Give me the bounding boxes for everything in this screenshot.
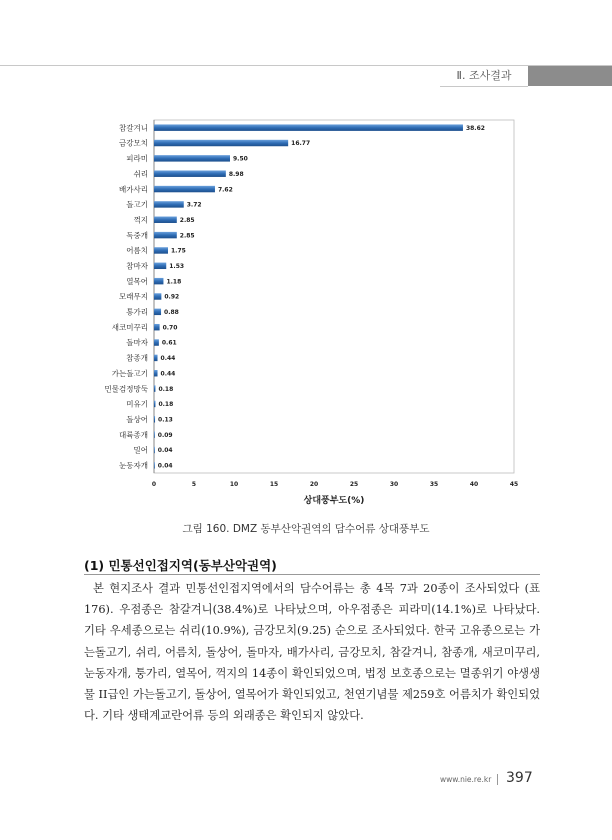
figure-caption: 그림 160. DMZ 동부산악권역의 담수어류 상대풍부도 [182,523,430,535]
x-tick-label: 25 [349,481,359,488]
data-label: 0.18 [158,385,174,393]
bar [154,155,230,161]
bar [154,447,155,453]
x-axis-title: 상대풍부도(%) [303,496,365,506]
bar [154,324,160,330]
category-label: 모래무지 [119,292,148,302]
x-tick-label: 20 [309,481,319,488]
footer-separator [497,774,498,785]
x-tick-label: 0 [151,481,157,488]
bar [154,263,166,269]
category-label: 민물검정망둑 [104,384,148,394]
category-label: 가는돌고기 [111,368,148,378]
footer-url: www.nie.re.kr [440,775,492,784]
bar [154,201,184,207]
data-label: 1.18 [166,278,182,286]
page-number: 397 [506,770,533,786]
bar [154,247,168,253]
x-tick-label: 10 [229,481,239,488]
category-label: 피라미 [126,154,148,164]
bar [154,124,463,130]
chapter-label: Ⅱ. 조사결과 [440,66,528,87]
category-label: 미유기 [126,399,148,409]
bar [154,186,215,192]
data-label: 0.92 [164,293,180,301]
bar [154,431,155,437]
section-rule [84,574,540,575]
x-tick-label: 30 [389,481,399,488]
x-tick-label: 45 [509,481,519,488]
data-label: 2.85 [179,216,195,224]
bar [154,309,161,315]
category-label: 배가사리 [119,184,148,194]
category-label: 대륙종개 [119,430,148,440]
category-label: 돌마자 [126,338,148,348]
data-label: 0.13 [158,416,173,424]
data-label: 0.04 [157,447,173,455]
x-tick-label: 15 [269,481,279,488]
data-label: 1.53 [169,263,185,271]
bar [154,217,177,223]
category-label: 눈동자개 [119,461,148,471]
category-label: 꺽지 [133,215,148,225]
bar [154,339,159,345]
data-label: 38.62 [465,124,485,132]
data-label: 0.04 [157,462,173,470]
x-tick-label: 5 [191,481,197,488]
category-label: 열목어 [126,276,148,286]
category-label: 참마자 [126,261,148,271]
data-label: 0.18 [158,401,174,409]
data-label: 1.75 [171,247,186,255]
category-label: 쉬리 [133,169,148,179]
bar [154,401,155,407]
bar [154,293,161,299]
category-label: 새코미꾸리 [111,322,148,332]
bar [154,170,226,176]
data-label: 9.50 [233,155,248,163]
category-label: 독중개 [126,230,148,240]
data-label: 16.77 [291,140,311,148]
bar [154,140,288,146]
bar [154,416,155,422]
data-label: 7.62 [217,186,233,194]
bar [154,385,155,391]
section-heading: (1) 민통선인접지역(동부산악권역) [84,558,277,573]
x-tick-label: 40 [469,481,479,488]
header-tab-block [528,66,612,86]
relative-abundance-bar-chart [0,110,612,510]
category-label: 어름치 [126,246,148,256]
bar [154,355,158,361]
data-label: 0.61 [161,339,177,347]
data-label: 0.70 [162,324,178,332]
x-tick-label: 35 [429,481,439,488]
body-paragraph: 본 현지조사 결과 민통선인접지역에서의 담수어류는 총 4목 7과 20종이 조사되었다 (표 176). 우점종은 참갈겨니(38.4%)로 나타났으며, 아우점종은 피라미(14.1%)로 나타났다. 기타 우세종으로는 쉬리(10.9%), 금강모치(9.25) 순으로 조사되었다. 한국 고유종으로는 가는돌고기, 쉬리, 어름치, 돌상어, 돌마자, 배가사리, 금강모치, 참갈겨니, 참종개, 새코미꾸리, 눈동자개, 퉁가리, 열목어, 꺽지의 14종이 확인되었으며, 법정 보호종으로는 멸종위기 야생생물 II급인 가는돌고기, 돌상어, 열목어가 확인되었고, 천연기념물 제259호 어름치가 확인되었다. 기타 생태계교란어류 등의 외래종은 확인되지 않았다. [84,582,540,723]
category-label: 금강모치 [119,138,148,148]
category-label: 참갈겨니 [119,123,148,133]
data-label: 8.98 [228,170,244,178]
bar [154,370,158,376]
data-label: 0.44 [160,355,176,363]
data-label: 3.72 [186,201,202,209]
category-label: 돌고기 [126,200,148,210]
data-label: 2.85 [179,232,195,240]
category-label: 밀어 [133,445,148,455]
bar [154,462,155,468]
category-label: 통가리 [126,307,148,317]
data-label: 0.88 [164,309,179,317]
category-label: 돌상어 [126,414,148,424]
bar [154,278,163,284]
category-label: 참종개 [126,353,148,363]
bar [154,232,177,238]
data-label: 0.44 [160,370,176,378]
data-label: 0.09 [157,431,173,439]
